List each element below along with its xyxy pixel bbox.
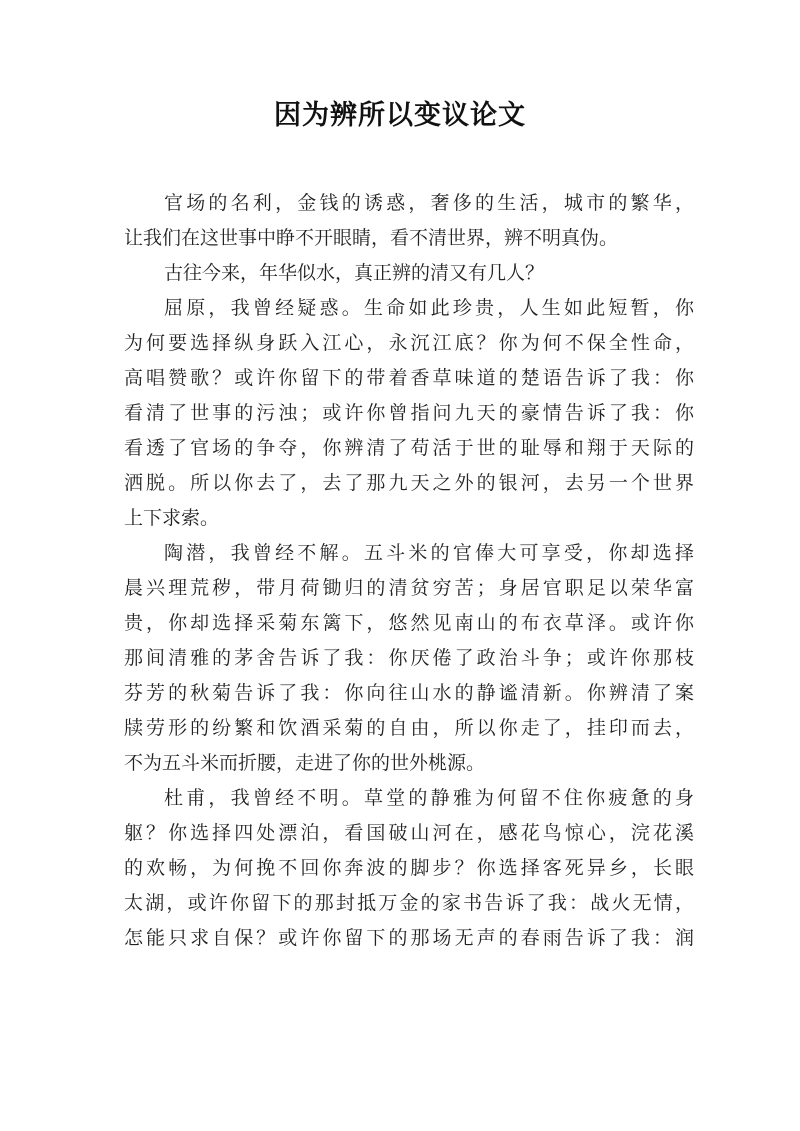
paragraph-line: 杜甫，我曾经不明。草堂的静雅为何留不住你疲惫的身 <box>164 787 694 809</box>
paragraph-line: 不为五斗米而折腰，走进了你的世外桃源。 <box>124 752 486 774</box>
paragraph-line: 芬芳的秋菊告诉了我：你向往山水的静谧清新。你辨清了案 <box>124 682 694 704</box>
paragraph-line: 让我们在这世事中睁不开眼睛，看不清世界，辨不明真伪。 <box>124 227 619 249</box>
paragraph-line: 屈原，我曾经疑惑。生命如此珍贵，人生如此短暂，你 <box>164 297 694 319</box>
paragraph-line: 太湖，或许你留下的那封抵万金的家书告诉了我：战火无情， <box>124 892 694 914</box>
paragraph-line: 晨兴理荒秽，带月荷锄归的清贫穷苦；身居官职足以荣华富 <box>124 577 694 599</box>
paragraph-line: 那间清雅的茅舍告诉了我：你厌倦了政治斗争；或许你那枝 <box>124 647 694 669</box>
paragraph-line: 为何要选择纵身跃入江心，永沉江底？你为何不保全性命， <box>124 332 694 354</box>
paragraph-line: 官场的名利，金钱的诱惑，奢侈的生活，城市的繁华， <box>164 192 694 214</box>
paragraph-line: 躯？你选择四处漂泊，看国破山河在，感花鸟惊心，浣花溪 <box>124 822 694 844</box>
paragraph-line: 怎能只求自保？或许你留下的那场无声的春雨告诉了我：润 <box>124 927 694 949</box>
paragraph-line: 看清了世事的污浊；或许你曾指问九天的豪情告诉了我：你 <box>124 402 694 424</box>
document-body <box>124 186 694 956</box>
paragraph-line: 高唱赞歌？或许你留下的带着香草味道的楚语告诉了我：你 <box>124 367 694 389</box>
paragraph-line: 古往今来，年华似水，真正辨的清又有几人？ <box>164 262 545 284</box>
paragraph-line: 陶潜，我曾经不解。五斗米的官俸大可享受，你却选择 <box>164 542 694 564</box>
paragraph-line: 牍劳形的纷繁和饮酒采菊的自由，所以你走了，挂印而去， <box>124 717 694 739</box>
document-title: 因为辨所以变议论文 <box>274 100 526 131</box>
paragraph-line: 洒脱。所以你去了，去了那九天之外的银河，去另一个世界 <box>124 472 694 494</box>
paragraph-line: 贵，你却选择采菊东篱下，悠然见南山的布衣草泽。或许你 <box>124 612 694 634</box>
paragraph-line: 上下求索。 <box>124 507 220 529</box>
paragraph-line: 看透了官场的争夺，你辨清了苟活于世的耻辱和翔于天际的 <box>124 437 694 459</box>
paragraph-line: 的欢畅，为何挽不回你奔波的脚步？你选择客死异乡，长眼 <box>124 857 694 879</box>
